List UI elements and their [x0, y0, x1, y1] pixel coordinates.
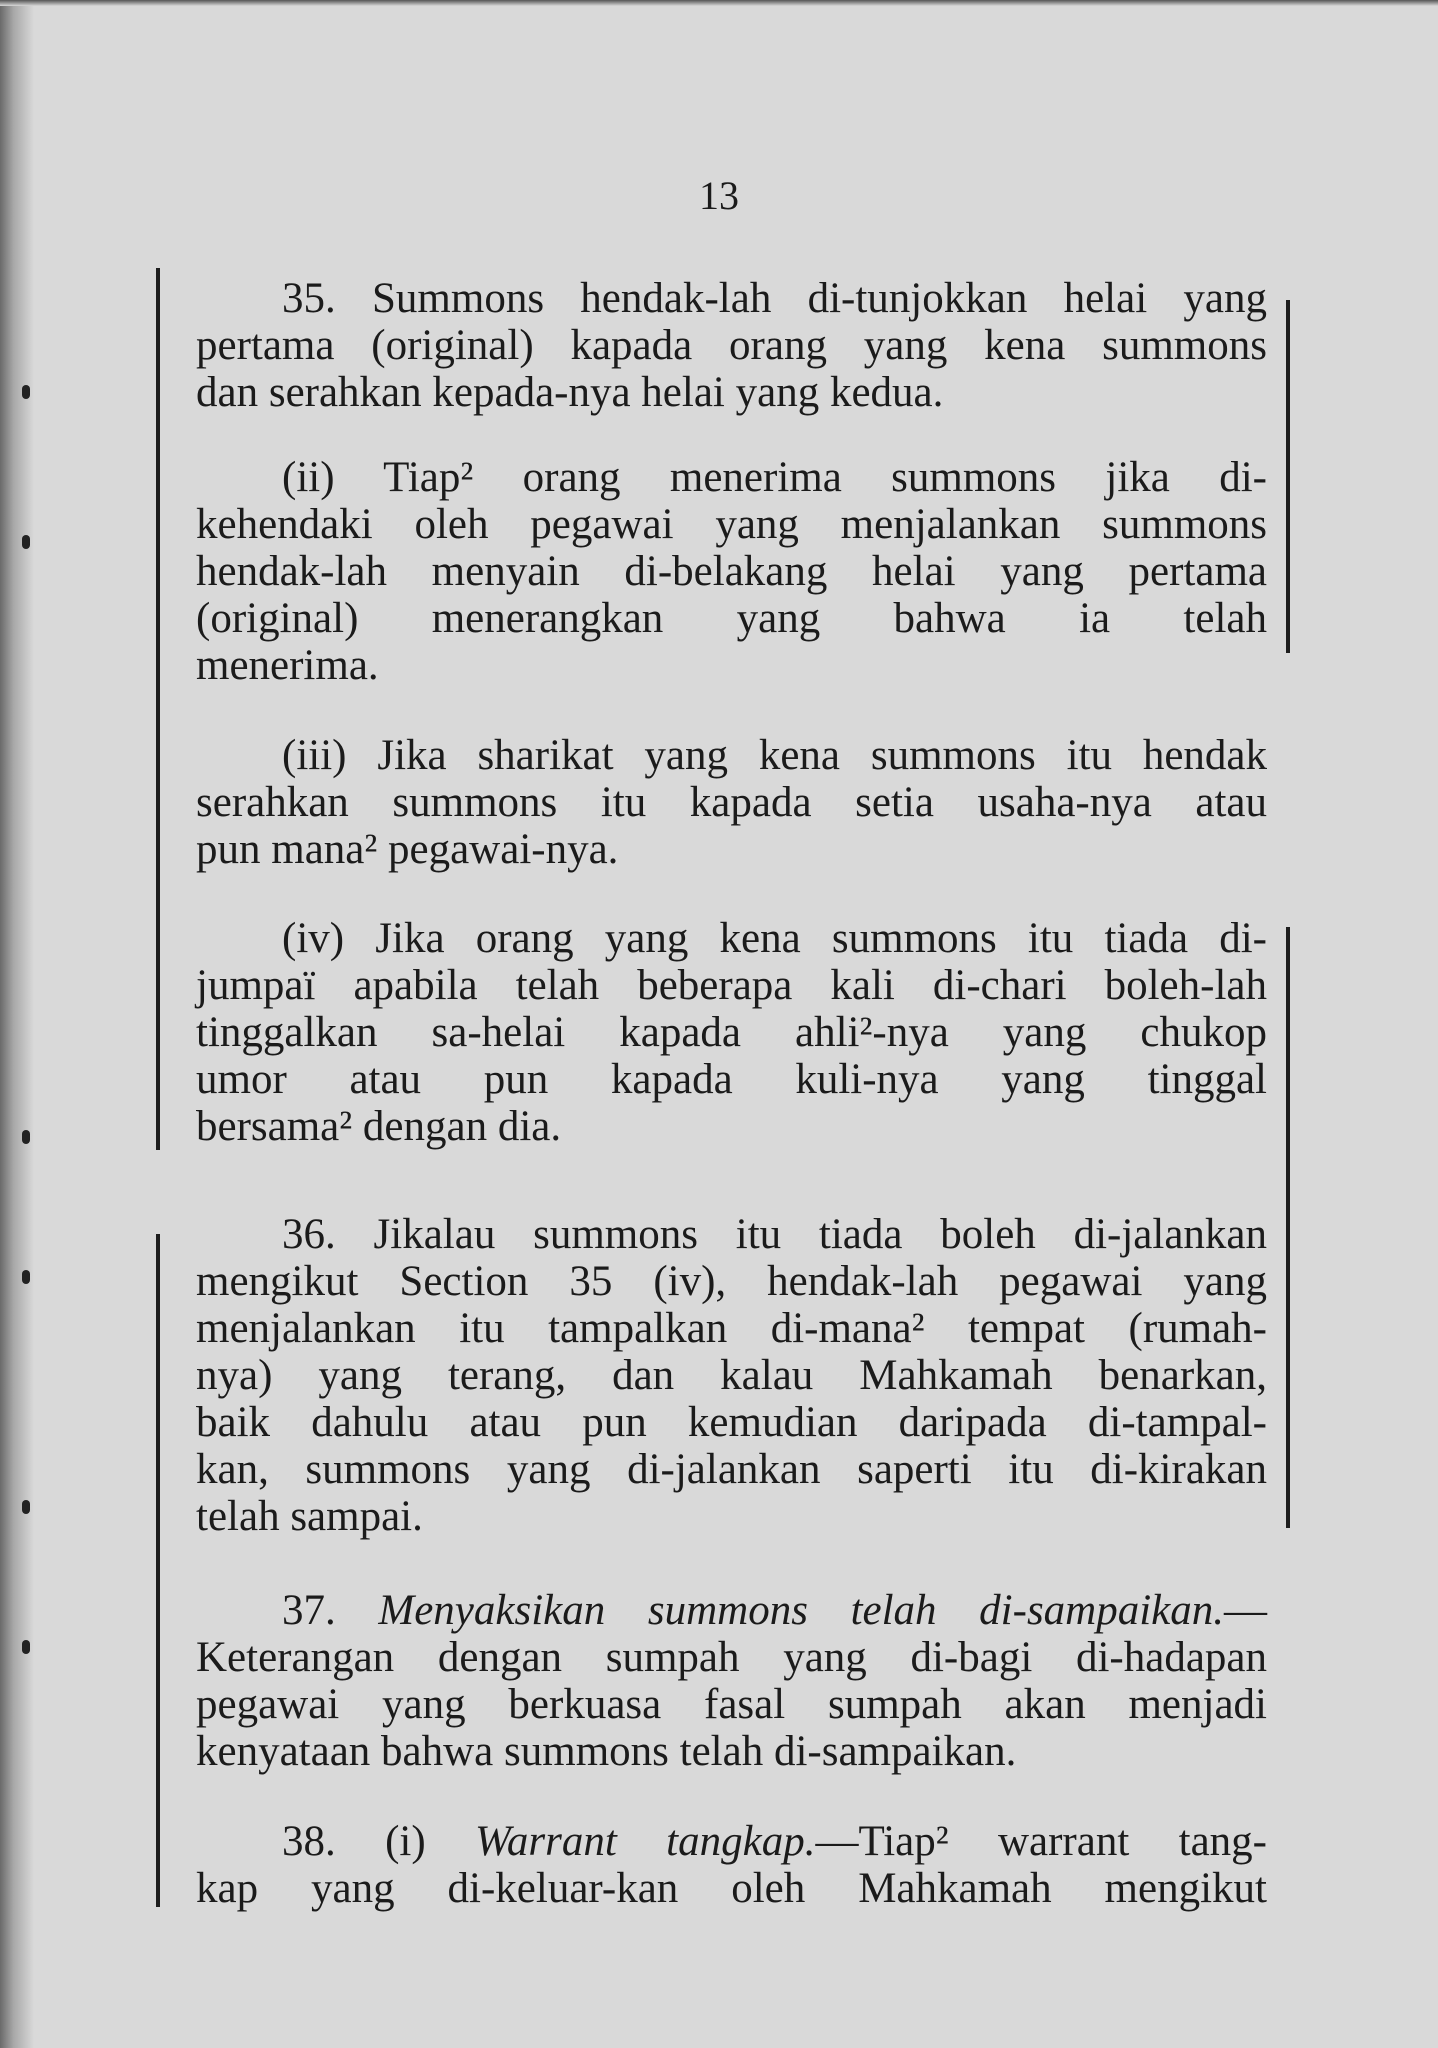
text-line: baik dahulu atau pun kemudian daripada di-tampal- — [196, 1399, 1267, 1446]
text-line: menjalankan itu tampalkan di-mana² tempat (rumah- — [196, 1305, 1267, 1352]
text-line: tinggalkan sa-helai kapada ahli²-nya yang chukop — [196, 1009, 1267, 1056]
binding-mark — [22, 535, 30, 549]
margin-rule-left — [156, 1234, 160, 1907]
binding-mark — [22, 1500, 30, 1514]
margin-rule-left — [156, 268, 160, 1150]
text-line: menerima. — [196, 642, 379, 689]
binding-mark — [22, 1270, 30, 1284]
text-line: kenyataan bahwa summons telah di-sampaikan. — [196, 1728, 1017, 1775]
section-36 — [196, 1211, 1267, 1540]
text-line: 36. Jikalau summons itu tiada boleh di-jalankan — [282, 1211, 1267, 1258]
text-line: pegawai yang berkuasa fasal sumpah akan menjadi — [196, 1681, 1267, 1728]
text-line — [196, 1587, 1267, 1634]
text-run: —Tiap² warrant tang- — [815, 1818, 1267, 1865]
text-line: Keterangan dengan sumpah yang di-bagi di-hadapan — [196, 1634, 1267, 1681]
text-line: kap yang di-keluar-kan oleh Mahkamah mengikut — [196, 1865, 1267, 1912]
section-35-ii — [196, 454, 1267, 689]
text-line: kan, summons yang di-jalankan saperti itu di-kirakan — [196, 1446, 1267, 1493]
text-line: telah sampai. — [196, 1493, 423, 1540]
text-line: pertama (original) kapada orang yang kena summons — [196, 322, 1267, 369]
text-line: 35. Summons hendak-lah di-tunjokkan helai yang — [282, 275, 1267, 322]
binding-mark — [22, 1130, 30, 1144]
section-38 — [196, 1818, 1267, 1912]
page-binding-edge — [0, 0, 34, 2048]
section-35 — [196, 275, 1267, 416]
text-line: serahkan summons itu kapada setia usaha-nya atau — [196, 779, 1267, 826]
text-line: (iv) Jika orang yang kena summons itu tiada di- — [282, 915, 1267, 962]
text-line — [196, 1818, 1267, 1865]
text-line: mengikut Section 35 (iv), hendak-lah pegawai yang — [196, 1258, 1267, 1305]
text-line: pun mana² pegawai-nya. — [196, 826, 619, 873]
section-37 — [196, 1587, 1267, 1775]
text-line: hendak-lah menyain di-belakang helai yang pertama — [196, 548, 1267, 595]
text-run: 38. (i) — [282, 1818, 476, 1865]
text-line: kehendaki oleh pegawai yang menjalankan summons — [196, 501, 1267, 548]
text-line: (iii) Jika sharikat yang kena summons itu hendak — [282, 732, 1267, 779]
italic-heading: Warrant tangkap. — [475, 1818, 816, 1865]
text-line: nya) yang terang, dan kalau Mahkamah benarkan, — [196, 1352, 1267, 1399]
page-top-edge — [0, 0, 1438, 6]
text-run: — — [1224, 1587, 1268, 1634]
italic-heading: Menyaksikan summons telah di-sampaikan. — [378, 1587, 1225, 1634]
text-line: bersama² dengan dia. — [196, 1103, 562, 1150]
text-line: dan serahkan kepada-nya helai yang kedua. — [196, 369, 944, 416]
text-run: 37. — [282, 1587, 379, 1634]
binding-mark — [22, 385, 30, 399]
text-line: (original) menerangkan yang bahwa ia telah — [196, 595, 1267, 642]
text-line: (ii) Tiap² orang menerima summons jika di- — [282, 454, 1267, 501]
binding-mark — [22, 1640, 30, 1654]
text-line: jumpaï apabila telah beberapa kali di-chari boleh-lah — [196, 962, 1267, 1009]
margin-rule-right — [1286, 927, 1290, 1528]
section-35-iv — [196, 915, 1267, 1150]
margin-rule-right — [1286, 300, 1290, 653]
page-number: 13 — [699, 173, 739, 218]
text-line: umor atau pun kapada kuli-nya yang tinggal — [196, 1056, 1267, 1103]
section-35-iii — [196, 732, 1267, 873]
